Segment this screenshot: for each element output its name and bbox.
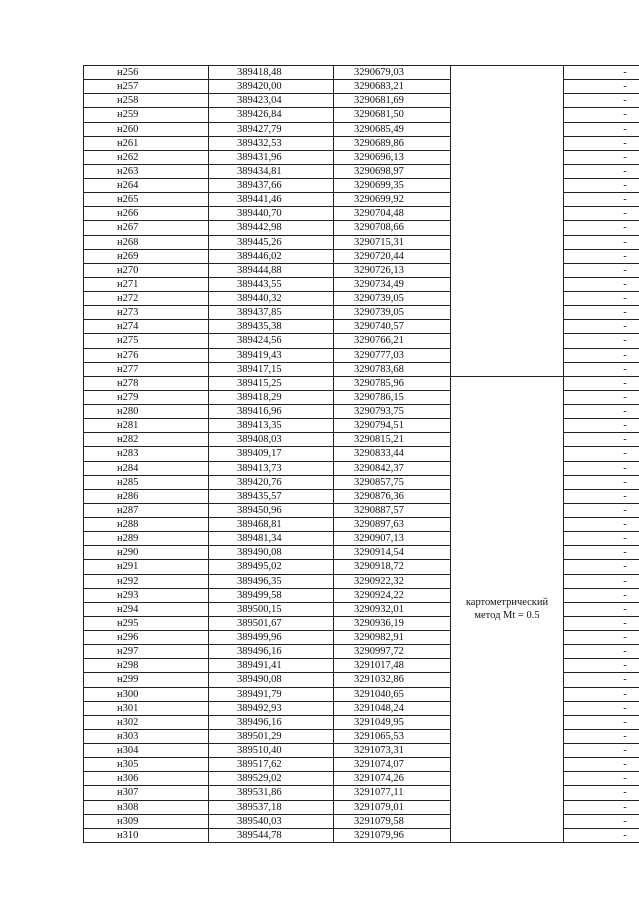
y-coordinate-cell: 3291074,26 [334, 772, 451, 786]
y-coordinate-cell: 3290815,21 [334, 433, 451, 447]
x-coordinate-cell: 389420,00 [209, 80, 334, 94]
point-name-cell: н263 [84, 164, 209, 178]
x-coordinate-cell: 389440,32 [209, 292, 334, 306]
x-coordinate-cell: 389431,96 [209, 150, 334, 164]
point-name-cell: н262 [84, 150, 209, 164]
y-coordinate-cell: 3290833,44 [334, 447, 451, 461]
note-cell: - [564, 814, 639, 828]
x-coordinate-cell: 389417,15 [209, 362, 334, 376]
note-cell: - [564, 616, 639, 630]
point-name-cell: н260 [84, 122, 209, 136]
point-name-cell: н302 [84, 715, 209, 729]
point-name-cell: н276 [84, 348, 209, 362]
point-name-cell: н304 [84, 744, 209, 758]
note-cell: - [564, 179, 639, 193]
note-cell: - [564, 715, 639, 729]
point-name-cell: н293 [84, 588, 209, 602]
point-name-cell: н272 [84, 292, 209, 306]
note-cell: - [564, 80, 639, 94]
point-name-cell: н310 [84, 828, 209, 842]
x-coordinate-cell: 389501,67 [209, 616, 334, 630]
note-cell: - [564, 518, 639, 532]
y-coordinate-cell: 3290685,49 [334, 122, 451, 136]
y-coordinate-cell: 3290698,97 [334, 164, 451, 178]
note-cell: - [564, 362, 639, 376]
note-cell: - [564, 532, 639, 546]
note-cell: - [564, 306, 639, 320]
y-coordinate-cell: 3290982,91 [334, 631, 451, 645]
point-name-cell: н258 [84, 94, 209, 108]
y-coordinate-cell: 3291017,48 [334, 659, 451, 673]
y-coordinate-cell: 3291077,11 [334, 786, 451, 800]
point-name-cell: н309 [84, 814, 209, 828]
point-name-cell: н282 [84, 433, 209, 447]
y-coordinate-cell: 3290783,68 [334, 362, 451, 376]
point-name-cell: н278 [84, 376, 209, 390]
y-coordinate-cell: 3291079,58 [334, 814, 451, 828]
note-cell: - [564, 673, 639, 687]
note-cell: - [564, 800, 639, 814]
y-coordinate-cell: 3290740,57 [334, 320, 451, 334]
method-cell-upper [451, 66, 564, 377]
point-name-cell: н256 [84, 66, 209, 80]
point-name-cell: н267 [84, 221, 209, 235]
point-name-cell: н279 [84, 390, 209, 404]
x-coordinate-cell: 389501,29 [209, 729, 334, 743]
note-cell: - [564, 66, 639, 80]
note-cell: - [564, 164, 639, 178]
note-cell: - [564, 390, 639, 404]
note-cell: - [564, 758, 639, 772]
point-name-cell: н303 [84, 729, 209, 743]
note-cell: - [564, 122, 639, 136]
note-cell: - [564, 489, 639, 503]
point-name-cell: н291 [84, 560, 209, 574]
point-name-cell: н296 [84, 631, 209, 645]
y-coordinate-cell: 3290715,31 [334, 235, 451, 249]
x-coordinate-cell: 389544,78 [209, 828, 334, 842]
point-name-cell: н274 [84, 320, 209, 334]
note-cell: - [564, 701, 639, 715]
x-coordinate-cell: 389427,79 [209, 122, 334, 136]
point-name-cell: н275 [84, 334, 209, 348]
y-coordinate-cell: 3290997,72 [334, 645, 451, 659]
note-cell: - [564, 588, 639, 602]
x-coordinate-cell: 389517,62 [209, 758, 334, 772]
y-coordinate-cell: 3290794,51 [334, 419, 451, 433]
point-name-cell: н284 [84, 461, 209, 475]
x-coordinate-cell: 389440,70 [209, 207, 334, 221]
x-coordinate-cell: 389510,40 [209, 744, 334, 758]
coordinates-table [83, 65, 639, 843]
point-name-cell: н261 [84, 136, 209, 150]
note-cell: - [564, 729, 639, 743]
x-coordinate-cell: 389491,41 [209, 659, 334, 673]
x-coordinate-cell: 389435,38 [209, 320, 334, 334]
y-coordinate-cell: 3291040,65 [334, 687, 451, 701]
method-label-line2: метод Mt = 0.5 [474, 610, 540, 622]
y-coordinate-cell: 3290689,86 [334, 136, 451, 150]
x-coordinate-cell: 389481,34 [209, 532, 334, 546]
y-coordinate-cell: 3290786,15 [334, 390, 451, 404]
note-cell: - [564, 631, 639, 645]
x-coordinate-cell: 389446,02 [209, 249, 334, 263]
point-name-cell: н287 [84, 503, 209, 517]
y-coordinate-cell: 3290699,35 [334, 179, 451, 193]
point-name-cell: н300 [84, 687, 209, 701]
point-name-cell: н299 [84, 673, 209, 687]
x-coordinate-cell: 389413,73 [209, 461, 334, 475]
x-coordinate-cell: 389445,26 [209, 235, 334, 249]
x-coordinate-cell: 389496,16 [209, 715, 334, 729]
x-coordinate-cell: 389444,88 [209, 263, 334, 277]
x-coordinate-cell: 389413,35 [209, 419, 334, 433]
note-cell: - [564, 136, 639, 150]
x-coordinate-cell: 389408,03 [209, 433, 334, 447]
note-cell: - [564, 108, 639, 122]
table-row [84, 376, 639, 390]
y-coordinate-cell: 3291073,31 [334, 744, 451, 758]
note-cell: - [564, 94, 639, 108]
x-coordinate-cell: 389409,17 [209, 447, 334, 461]
y-coordinate-cell: 3291048,24 [334, 701, 451, 715]
x-coordinate-cell: 389490,08 [209, 673, 334, 687]
point-name-cell: н259 [84, 108, 209, 122]
point-name-cell: н295 [84, 616, 209, 630]
note-cell: - [564, 150, 639, 164]
point-name-cell: н273 [84, 306, 209, 320]
note-cell: - [564, 560, 639, 574]
point-name-cell: н298 [84, 659, 209, 673]
y-coordinate-cell: 3290734,49 [334, 277, 451, 291]
y-coordinate-cell: 3290914,54 [334, 546, 451, 560]
point-name-cell: н301 [84, 701, 209, 715]
point-name-cell: н292 [84, 574, 209, 588]
note-cell: - [564, 503, 639, 517]
x-coordinate-cell: 389437,85 [209, 306, 334, 320]
x-coordinate-cell: 389416,96 [209, 405, 334, 419]
x-coordinate-cell: 389495,02 [209, 560, 334, 574]
point-name-cell: н280 [84, 405, 209, 419]
point-name-cell: н277 [84, 362, 209, 376]
note-cell: - [564, 602, 639, 616]
note-cell: - [564, 376, 639, 390]
y-coordinate-cell: 3290876,36 [334, 489, 451, 503]
note-cell: - [564, 334, 639, 348]
point-name-cell: н306 [84, 772, 209, 786]
x-coordinate-cell: 389426,84 [209, 108, 334, 122]
x-coordinate-cell: 389492,93 [209, 701, 334, 715]
note-cell: - [564, 461, 639, 475]
note-cell: - [564, 687, 639, 701]
y-coordinate-cell: 3291079,01 [334, 800, 451, 814]
note-cell: - [564, 744, 639, 758]
y-coordinate-cell: 3290681,69 [334, 94, 451, 108]
x-coordinate-cell: 389423,04 [209, 94, 334, 108]
method-cell [451, 376, 564, 842]
point-name-cell: н285 [84, 475, 209, 489]
point-name-cell: н264 [84, 179, 209, 193]
y-coordinate-cell: 3290857,75 [334, 475, 451, 489]
point-name-cell: н268 [84, 235, 209, 249]
x-coordinate-cell: 389540,03 [209, 814, 334, 828]
note-cell: - [564, 786, 639, 800]
note-cell: - [564, 405, 639, 419]
x-coordinate-cell: 389441,46 [209, 193, 334, 207]
note-cell: - [564, 419, 639, 433]
point-name-cell: н271 [84, 277, 209, 291]
point-name-cell: н308 [84, 800, 209, 814]
point-name-cell: н294 [84, 602, 209, 616]
x-coordinate-cell: 389415,25 [209, 376, 334, 390]
y-coordinate-cell: 3290918,72 [334, 560, 451, 574]
x-coordinate-cell: 389450,96 [209, 503, 334, 517]
y-coordinate-cell: 3290842,37 [334, 461, 451, 475]
x-coordinate-cell: 389468,81 [209, 518, 334, 532]
point-name-cell: н281 [84, 419, 209, 433]
x-coordinate-cell: 389443,55 [209, 277, 334, 291]
y-coordinate-cell: 3290907,13 [334, 532, 451, 546]
note-cell: - [564, 348, 639, 362]
point-name-cell: н289 [84, 532, 209, 546]
x-coordinate-cell: 389531,86 [209, 786, 334, 800]
note-cell: - [564, 193, 639, 207]
point-name-cell: н288 [84, 518, 209, 532]
y-coordinate-cell: 3291074,07 [334, 758, 451, 772]
y-coordinate-cell: 3290739,05 [334, 292, 451, 306]
y-coordinate-cell: 3291065,53 [334, 729, 451, 743]
x-coordinate-cell: 389529,02 [209, 772, 334, 786]
x-coordinate-cell: 389490,08 [209, 546, 334, 560]
note-cell: - [564, 574, 639, 588]
x-coordinate-cell: 389435,57 [209, 489, 334, 503]
point-name-cell: н257 [84, 80, 209, 94]
y-coordinate-cell: 3290932,01 [334, 602, 451, 616]
note-cell: - [564, 263, 639, 277]
point-name-cell: н290 [84, 546, 209, 560]
x-coordinate-cell: 389418,48 [209, 66, 334, 80]
x-coordinate-cell: 389437,66 [209, 179, 334, 193]
y-coordinate-cell: 3290924,22 [334, 588, 451, 602]
y-coordinate-cell: 3291032,86 [334, 673, 451, 687]
note-cell: - [564, 475, 639, 489]
x-coordinate-cell: 389432,53 [209, 136, 334, 150]
x-coordinate-cell: 389419,43 [209, 348, 334, 362]
note-cell: - [564, 249, 639, 263]
coordinates-table-body [84, 66, 639, 843]
y-coordinate-cell: 3290766,21 [334, 334, 451, 348]
point-name-cell: н266 [84, 207, 209, 221]
method-label-line1: картометрический [465, 597, 549, 609]
note-cell: - [564, 772, 639, 786]
point-name-cell: н286 [84, 489, 209, 503]
y-coordinate-cell: 3290679,03 [334, 66, 451, 80]
note-cell: - [564, 645, 639, 659]
y-coordinate-cell: 3290726,13 [334, 263, 451, 277]
y-coordinate-cell: 3290777,03 [334, 348, 451, 362]
y-coordinate-cell: 3291049,95 [334, 715, 451, 729]
x-coordinate-cell: 389424,56 [209, 334, 334, 348]
note-cell: - [564, 292, 639, 306]
note-cell: - [564, 221, 639, 235]
point-name-cell: н307 [84, 786, 209, 800]
x-coordinate-cell: 389442,98 [209, 221, 334, 235]
y-coordinate-cell: 3291079,96 [334, 828, 451, 842]
x-coordinate-cell: 389491,79 [209, 687, 334, 701]
y-coordinate-cell: 3290683,21 [334, 80, 451, 94]
point-name-cell: н269 [84, 249, 209, 263]
x-coordinate-cell: 389418,29 [209, 390, 334, 404]
y-coordinate-cell: 3290936,19 [334, 616, 451, 630]
point-name-cell: н265 [84, 193, 209, 207]
y-coordinate-cell: 3290739,05 [334, 306, 451, 320]
x-coordinate-cell: 389434,81 [209, 164, 334, 178]
note-cell: - [564, 828, 639, 842]
y-coordinate-cell: 3290887,57 [334, 503, 451, 517]
x-coordinate-cell: 389500,15 [209, 602, 334, 616]
y-coordinate-cell: 3290897,63 [334, 518, 451, 532]
point-name-cell: н283 [84, 447, 209, 461]
y-coordinate-cell: 3290785,96 [334, 376, 451, 390]
note-cell: - [564, 546, 639, 560]
note-cell: - [564, 207, 639, 221]
note-cell: - [564, 235, 639, 249]
y-coordinate-cell: 3290704,48 [334, 207, 451, 221]
y-coordinate-cell: 3290720,44 [334, 249, 451, 263]
note-cell: - [564, 320, 639, 334]
x-coordinate-cell: 389537,18 [209, 800, 334, 814]
note-cell: - [564, 447, 639, 461]
x-coordinate-cell: 389496,16 [209, 645, 334, 659]
y-coordinate-cell: 3290922,32 [334, 574, 451, 588]
table-row [84, 66, 639, 80]
y-coordinate-cell: 3290793,75 [334, 405, 451, 419]
y-coordinate-cell: 3290699,92 [334, 193, 451, 207]
x-coordinate-cell: 389499,58 [209, 588, 334, 602]
point-name-cell: н270 [84, 263, 209, 277]
x-coordinate-cell: 389499,96 [209, 631, 334, 645]
y-coordinate-cell: 3290708,66 [334, 221, 451, 235]
note-cell: - [564, 277, 639, 291]
x-coordinate-cell: 389420,76 [209, 475, 334, 489]
y-coordinate-cell: 3290696,13 [334, 150, 451, 164]
note-cell: - [564, 659, 639, 673]
y-coordinate-cell: 3290681,50 [334, 108, 451, 122]
x-coordinate-cell: 389496,35 [209, 574, 334, 588]
note-cell: - [564, 433, 639, 447]
point-name-cell: н297 [84, 645, 209, 659]
point-name-cell: н305 [84, 758, 209, 772]
